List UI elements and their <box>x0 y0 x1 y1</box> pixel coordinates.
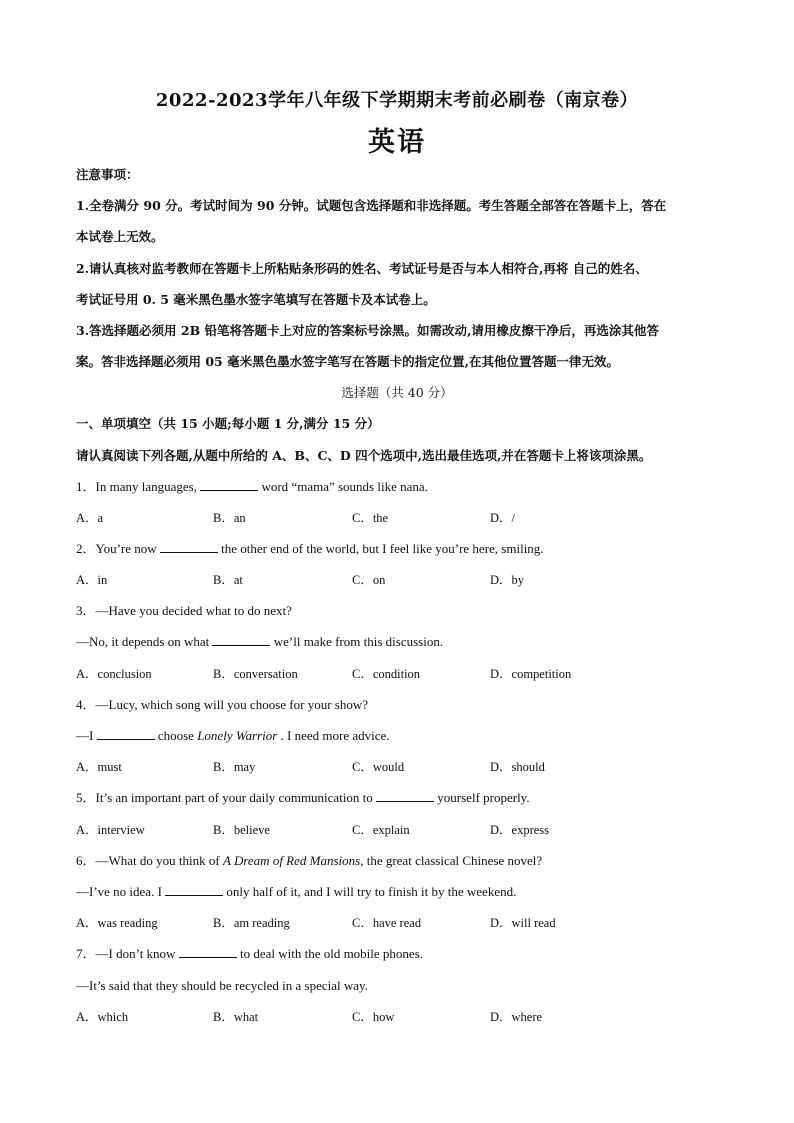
option-b: B．what <box>213 1010 259 1024</box>
question-text: —It’s said that they should be recycled in a special way. <box>76 978 368 993</box>
question-6-reply <box>76 883 726 901</box>
question-text: —Lucy, which song will you choose for your show? <box>95 697 368 712</box>
question-number: 3． <box>76 603 96 618</box>
question-number: 6． <box>76 853 96 868</box>
question-text: to deal with the old mobile phones. <box>236 946 424 961</box>
option-a: A．interview <box>76 823 145 837</box>
option-c: C．the <box>352 511 389 525</box>
question-1-stem <box>76 478 726 496</box>
option-c: C．explain <box>352 823 410 837</box>
answer-blank <box>165 883 223 896</box>
answer-blank <box>179 945 237 958</box>
question-text: It’s an important part of your daily communication to <box>95 790 377 805</box>
part-instruction: 请认真阅读下列各题,从题中所给的 A、B、C、D 四个选项中,选出最佳选项,并在答题卡上将该项涂黑。 <box>76 448 652 463</box>
notice-item-1-line-2: 本试卷上无效。 <box>76 229 164 244</box>
option-b: B．am reading <box>213 916 290 930</box>
question-4-reply <box>76 727 726 745</box>
question-number: 2． <box>76 541 96 556</box>
option-a: A．must <box>76 760 122 774</box>
option-c: C．how <box>352 1010 395 1024</box>
notice-heading: 注意事项： <box>76 167 139 182</box>
question-number: 5． <box>76 790 96 805</box>
section-label: 选择题（共 40 分） <box>341 385 453 400</box>
question-text: You’re now <box>95 541 160 556</box>
question-2-stem <box>76 540 726 558</box>
option-d: D．express <box>490 823 550 837</box>
option-a: A．a <box>76 511 104 525</box>
question-7-reply <box>76 977 726 995</box>
question-text: —I <box>76 728 97 743</box>
question-3-reply <box>76 633 726 651</box>
question-text: the other end of the world, but I feel like you’re here, smiling. <box>217 541 544 556</box>
exam-title: 2022-2023学年八年级下学期期末考前必刷卷（南京卷） <box>155 90 639 111</box>
option-d: D．/ <box>490 511 516 525</box>
question-text: , the great classical Chinese novel? <box>360 853 543 868</box>
answer-blank <box>97 727 155 740</box>
question-text: . I need more advice. <box>277 728 390 743</box>
notice-item-2-line-1: 2.请认真核对监考教师在答题卡上所粘贴条形码的姓名、考试证号是否与本人相符合,再将 自己的姓名、 <box>76 261 648 276</box>
option-b: B．may <box>213 760 256 774</box>
question-number: 7． <box>76 946 96 961</box>
option-b: B．at <box>213 573 243 587</box>
option-b: B．conversation <box>213 667 298 681</box>
question-text: word “mama” sounds like nana. <box>258 479 428 494</box>
question-7-stem <box>76 945 726 963</box>
question-text: we’ll make from this discussion. <box>270 634 444 649</box>
notice-item-2-line-2: 考试证号用 0. 5 毫米黑色墨水签字笔填写在答题卡及本试卷上。 <box>76 292 436 307</box>
question-4-stem <box>76 696 726 714</box>
option-d: D．competition <box>490 667 572 681</box>
option-b: B．believe <box>213 823 270 837</box>
option-a: A．in <box>76 573 108 587</box>
question-text: —What do you think of <box>95 853 223 868</box>
question-text: yourself properly. <box>434 790 530 805</box>
novel-title: A Dream of Red Mansions <box>222 853 361 868</box>
question-number: 1． <box>76 479 96 494</box>
question-3-stem <box>76 602 726 620</box>
question-text: —I don’t know <box>95 946 179 961</box>
option-d: D．will read <box>490 916 556 930</box>
option-d: D．where <box>490 1010 543 1024</box>
option-a: A．conclusion <box>76 667 152 681</box>
notice-item-3-line-2: 案。答非选择题必须用 05 毫米黑色墨水签字笔写在答题卡的指定位置,在其他位置答题一律无效。 <box>76 354 619 369</box>
part-heading: 一、单项填空（共 15 小题;每小题 1 分,满分 15 分） <box>76 416 380 431</box>
answer-blank <box>200 478 258 491</box>
option-c: C．would <box>352 760 405 774</box>
subject-title: 英语 <box>368 127 426 158</box>
notice-item-3-line-1: 3.答选择题必须用 2B 铅笔将答题卡上对应的答案标号涂黑。如需改动,请用橡皮擦干净后，再选涂其他答 <box>76 323 659 338</box>
answer-blank <box>212 633 270 646</box>
notice-item-1-line-1: 1.全卷满分 90 分。考试时间为 90 分钟。试题包含选择题和非选择题。考生答题全部答在答题卡上，答在 <box>76 198 667 213</box>
question-5-stem <box>76 789 726 807</box>
option-c: C．condition <box>352 667 421 681</box>
option-a: A．was reading <box>76 916 158 930</box>
option-c: C．on <box>352 573 386 587</box>
question-number: 4． <box>76 697 96 712</box>
option-c: C．have read <box>352 916 422 930</box>
option-d: D．by <box>490 573 525 587</box>
song-title: Lonely Warrior <box>197 728 278 743</box>
question-text: choose <box>154 728 198 743</box>
answer-blank <box>376 789 434 802</box>
question-text: only half of it, and I will try to finish it by the weekend. <box>223 884 517 899</box>
question-text: In many languages, <box>95 479 201 494</box>
option-d: D．should <box>490 760 545 774</box>
question-text: —I’ve no idea. I <box>76 884 166 899</box>
question-text: —No, it depends on what <box>76 634 213 649</box>
question-6-stem <box>76 852 726 870</box>
answer-blank <box>160 540 218 553</box>
option-b: B．an <box>213 511 246 525</box>
option-a: A．which <box>76 1010 129 1024</box>
question-text: —Have you decided what to do next? <box>95 603 292 618</box>
